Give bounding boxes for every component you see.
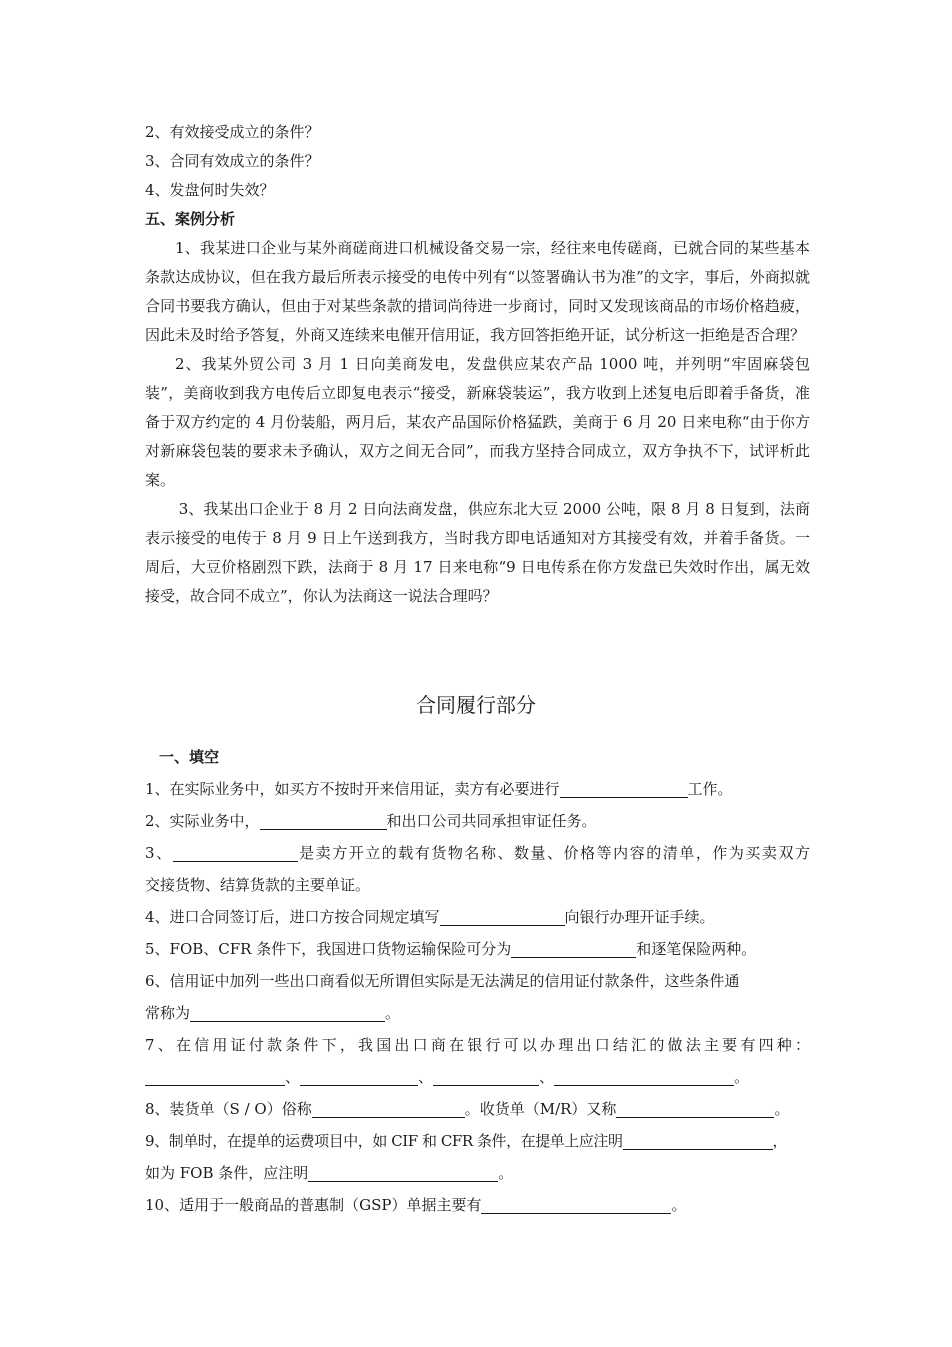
answer-blank[interactable]	[554, 1069, 734, 1086]
answer-blank[interactable]	[560, 781, 688, 798]
answer-blank[interactable]	[511, 941, 636, 958]
answer-blank[interactable]	[300, 1069, 418, 1086]
question-2: 2、有效接受成立的条件？	[145, 123, 320, 141]
fill-in-heading: 一、填空	[159, 748, 220, 766]
fill-question-4: 4、进口合同签订后，进口方按合同规定填写 向银行办理开证手续。	[145, 908, 715, 926]
question-4: 4、发盘何时失效？	[145, 181, 275, 199]
section-title: 合同履行部分	[416, 693, 536, 717]
fill-question-6: 6、信用证中加列一些出口商看似无所谓但实际是无法满足的信用证付款条件，这些条件通	[145, 972, 740, 990]
answer-blank[interactable]	[481, 1197, 671, 1214]
answer-blank[interactable]	[616, 1101, 774, 1118]
fill-in-section	[145, 741, 810, 1221]
answer-blank[interactable]	[260, 813, 387, 830]
case-2: 2、我某外贸公司 3 月 1 日向美商发电，发盘供应某农产品 1000 吨，并列明“牢固麻袋包装”，美商收到我方电传后立即复电表示“接受，新麻袋装运”，我方收到上述复电后即着手备货，准备于双方约定的 4 月份装船，两月后，某农产品国际价格猛跌，美商于 6 月 20 日来电称“由于你方对新麻袋包装的要求未予确认，双方之间无合同”，而我方坚持合同成立，双方争执不下，试评析此案。	[145, 355, 810, 489]
fill-question-10: 10、适用于一般商品的普惠制（GSP）单据主要有 。	[145, 1196, 687, 1214]
case-analysis-section	[145, 205, 810, 611]
questions-continued	[145, 118, 810, 205]
fill-question-9-cont: 如为 FOB 条件，应注明 。	[145, 1164, 514, 1182]
fill-question-8: 8、装货单（S / O）俗称 。收货单（M/R）又称 。	[145, 1100, 790, 1118]
answer-blank[interactable]	[440, 909, 565, 926]
fill-question-5: 5、FOB、CFR 条件下，我国进口货物运输保险可分为 和逐笔保险两种。	[145, 940, 757, 958]
answer-blank[interactable]	[433, 1069, 539, 1086]
answer-blank[interactable]	[308, 1165, 498, 1182]
fill-question-1: 1、在实际业务中，如买方不按时开来信用证，卖方有必要进行 工作。	[145, 780, 733, 798]
answer-blank[interactable]	[190, 1005, 385, 1022]
fill-question-2: 2、实际业务中， 和出口公司共同承担审证任务。	[145, 812, 597, 830]
fill-question-7-blanks: 、 、 、 。	[145, 1061, 810, 1093]
answer-blank[interactable]	[312, 1101, 465, 1118]
fill-question-7: 7、在信用证付款条件下，我国出口商在银行可以办理出口结汇的做法主要有四种：	[145, 1036, 810, 1054]
fill-question-6-cont: 常称为 。	[145, 1004, 401, 1022]
fill-question-3-cont: 交接货物、结算货款的主要单证。	[145, 876, 371, 894]
answer-blank[interactable]	[145, 1069, 285, 1086]
fill-question-3: 3、 是卖方开立的载有货物名称、数量、价格等内容的清单，作为买卖双方	[145, 844, 810, 862]
answer-blank[interactable]	[623, 1133, 773, 1150]
case-3: 3、我某出口企业于 8 月 2 日向法商发盘，供应东北大豆 2000 公吨，限 8 月 8 日复到，法商表示接受的电传于 8 月 9 日上午送到我方，当时我方即电话通知对方其接受有效，并着手备货。一周后，大豆价格剧烈下跌，法商于 8 月 17 日来电称“9 日电传系在你方发盘已失效时作出，属无效接受，故合同不成立”，你认为法商这一说法合理吗？	[145, 500, 810, 605]
case-analysis-heading: 五、案例分析	[145, 210, 236, 228]
question-3: 3、合同有效成立的条件？	[145, 152, 320, 170]
answer-blank[interactable]	[173, 845, 298, 862]
case-1: 1、我某进口企业与某外商磋商进口机械设备交易一宗，经往来电传磋商，已就合同的某些基本条款达成协议，但在我方最后所表示接受的电传中列有“以签署确认书为准”的文字，事后，外商拟就合同书要我方确认，但由于对某些条款的措词尚待进一步商讨，同时又发现该商品的市场价格趋疲，因此未及时给予答复，外商又连续来电催开信用证，我方回答拒绝开证，试分析这一拒绝是否合理？	[145, 239, 810, 344]
fill-question-9: 9、制单时，在提单的运费项目中，如 CIF 和 CFR 条件，在提单上应注明 ，	[145, 1132, 788, 1150]
